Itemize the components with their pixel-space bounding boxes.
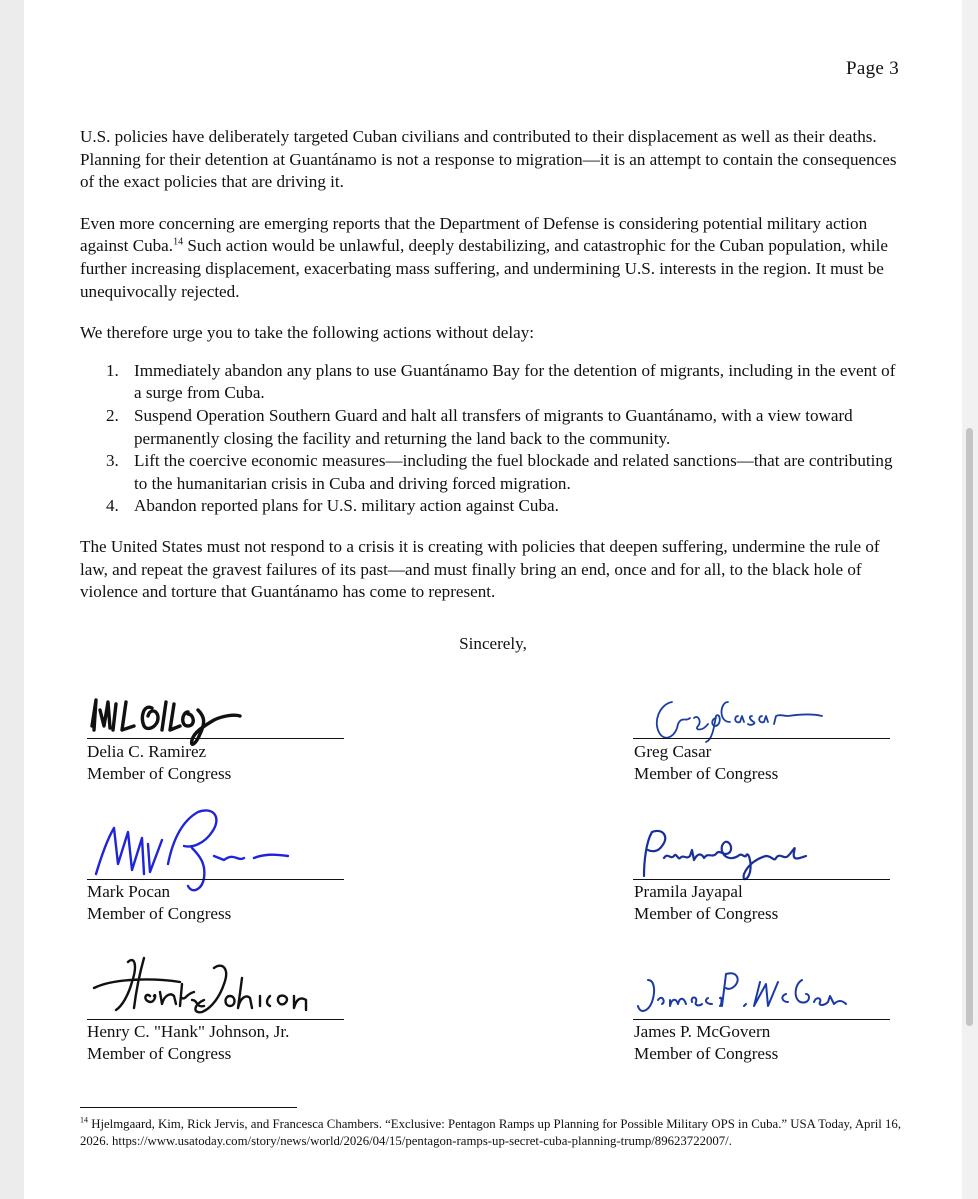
signatory-name: Delia C. Ramirez: [87, 742, 207, 761]
scrollbar-thumb[interactable]: [966, 428, 973, 1026]
list-item-number: 1.: [106, 360, 119, 380]
signature-block-mark-pocan: [87, 881, 347, 925]
list-item: [80, 405, 902, 450]
signatory-title: Member of Congress: [87, 764, 232, 783]
list-item-number: 4.: [106, 496, 119, 516]
signatory-title: Member of Congress: [634, 764, 779, 783]
signatory-name: James P. McGovern: [634, 1022, 771, 1041]
signature-block-hank-johnson: [87, 1021, 347, 1065]
paragraph-urge: We therefore urge you to take the following actions without delay:: [80, 323, 535, 343]
signature-james-mcgovern: [628, 966, 852, 1022]
signature-line: [633, 738, 890, 739]
paragraph-policies: U.S. policies have deliberately targeted Cuban civilians and contributed to their displacement as well as their deaths. Planning for their detention at Guantánamo is not a response to migration—it is an attempt to contain the consequences of the exact policies that are driving it.: [80, 127, 897, 192]
paragraph-conclusion: The United States must not respond to a crisis it is creating with policies that deepen suffering, undermine the rule of law, and repeat the gravest failures of its past—and must finally bring an end, once and for all, to the black hole of violence and torture that Guantánamo has come to represent.: [80, 536, 880, 602]
signatory-title: Member of Congress: [87, 904, 232, 923]
action-list: [80, 360, 902, 518]
list-item-text: Suspend Operation Southern Guard and halt all transfers of migrants to Guantánamo, with a view toward permanently closing the facility and returning the land back to the community.: [134, 405, 853, 448]
signature-line: [87, 1019, 344, 1020]
footnote-divider: [80, 1107, 297, 1108]
document-page: [24, 0, 962, 1199]
vertical-scrollbar[interactable]: [962, 0, 978, 1199]
list-item-number: 3.: [106, 451, 119, 471]
signature-greg-casar: [642, 688, 842, 748]
signatory-title: Member of Congress: [634, 904, 779, 923]
list-item: [80, 450, 902, 495]
signature-line: [87, 738, 344, 739]
paragraph-military-action: [80, 213, 902, 303]
signatory-name: Pramila Jayapal: [634, 882, 743, 901]
list-item-text: Lift the coercive economic measures—including the fuel blockade and related sanctions—that are contributing to the humanitarian crisis in Cuba and driving forced migration.: [134, 451, 893, 493]
list-item: [80, 360, 902, 405]
footnote: [80, 1116, 910, 1150]
signatory-name: Mark Pocan: [87, 882, 171, 901]
footnote-reference[interactable]: 14: [173, 236, 184, 248]
letter-body: [80, 126, 902, 623]
signature-line: [87, 879, 344, 880]
signature-block-james-mcgovern: [634, 1021, 894, 1065]
signature-block-pramila-jayapal: [634, 881, 894, 925]
paragraph-text: Even more concerning are emerging reports that the Department of Defense is considering potential military action against Cuba.: [80, 213, 868, 256]
list-item-number: 2.: [106, 405, 119, 425]
list-item-text: Abandon reported plans for U.S. military action against Cuba.: [134, 496, 559, 516]
list-item: [80, 495, 902, 518]
page-number: Page 3: [846, 58, 899, 79]
signatory-name: Greg Casar: [634, 742, 712, 761]
signature-pramila-jayapal: [630, 822, 830, 886]
signatory-title: Member of Congress: [634, 1044, 779, 1063]
signatory-name: Henry C. "Hank" Johnson, Jr.: [87, 1022, 290, 1041]
signature-line: [633, 1019, 890, 1020]
paragraph-text: Such action would be unlawful, deeply destabilizing, and catastrophic for the Cuban population, while further increasing displacement, exacerbating mass suffering, and undermining U.S. interests in the region. It must be unequivocally rejected.: [80, 236, 889, 301]
signature-block-greg-casar: [634, 741, 894, 785]
list-item-text: Immediately abandon any plans to use Guantánamo Bay for the detention of migrants, including in the event of a surge from Cuba.: [134, 360, 896, 403]
signature-block-delia-ramirez: [87, 741, 347, 785]
footnote-number: 14: [80, 1115, 88, 1125]
signature-hank-johnson: [84, 948, 314, 1024]
signature-line: [633, 879, 890, 880]
footnote-text[interactable]: Hjelmgaard, Kim, Rick Jervis, and Francesca Chambers. “Exclusive: Pentagon Ramps up Planning for Possible Military OPS in Cuba.” USA Today, April 16, 2026. https://www.usatoday.com/story/news/world/2026/04/15/pentagon-ramps-up-secret-cuba-planning-trump/89623722007/.: [80, 1117, 902, 1148]
closing-salutation: Sincerely,: [459, 634, 527, 653]
signatory-title: Member of Congress: [87, 1044, 232, 1063]
